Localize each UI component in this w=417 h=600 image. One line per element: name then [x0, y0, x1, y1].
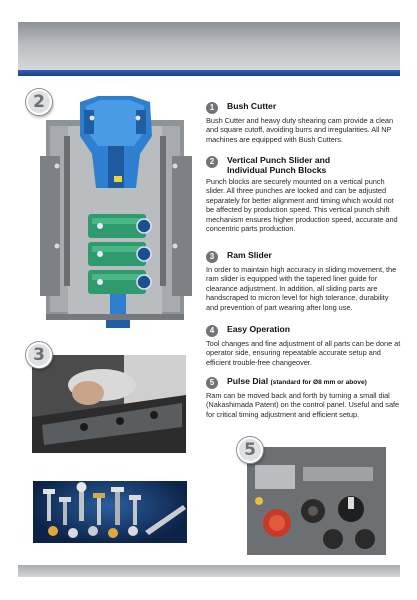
fastener-samples-art [33, 481, 187, 543]
feature-number: 5 [206, 377, 218, 389]
punch-block-illustration [40, 96, 192, 336]
feature-description: Ram can be moved back and forth by turning a small dial (Nakashimada Patent) on the control panel. Useful and safe for critical timing adjustment and efficient setup. [206, 391, 400, 419]
feature-description: Tool changes and fine adjustment of all parts can be done at operator side, ensuring repeatable accurate setup and efficient trouble-free changeover. [206, 339, 401, 367]
easy-operation-photo [32, 355, 186, 453]
feature-title-note: (standard for Ø8 mm or above) [270, 379, 367, 386]
easy-operation-photo-art [32, 355, 186, 453]
footer-band [18, 565, 400, 577]
feature-title: Bush Cutter [227, 101, 277, 111]
fastener-samples-photo [33, 481, 187, 543]
feature-bush-cutter [206, 101, 402, 144]
figure-number-badge: 5 [237, 437, 263, 463]
feature-description: Bush Cutter and heavy duty shearing cam provide a clean and square cutoff, avoiding burrs and irregularities. All NP machines are equipped with Bush Cutters. [206, 116, 394, 144]
feature-title-main: Pulse Dial [227, 376, 269, 386]
figure-number-badge: 3 [26, 342, 52, 368]
feature-number: 1 [206, 102, 218, 114]
feature-vertical-punch-slider [206, 155, 402, 233]
feature-title: Ram Slider [227, 250, 272, 260]
feature-title-line1: Vertical Punch Slider and [227, 155, 331, 165]
feature-number: 2 [206, 156, 218, 168]
feature-title [222, 376, 367, 388]
feature-number: 3 [206, 251, 218, 263]
feature-title: Easy Operation [227, 324, 291, 334]
feature-description: In order to maintain high accuracy in sliding movement, the ram slider is equipped with the tapered liner guide for clearance adjustment. In addition, all sliding parts are handscraped to micron level for high tolerance, durability and prevention of part wearing after long use. [206, 265, 397, 312]
feature-title-line2: Individual Punch Blocks [227, 165, 327, 175]
control-panel-art [247, 447, 386, 555]
feature-pulse-dial [206, 376, 402, 419]
feature-description: Punch blocks are securely mounted on a vertical punch slider. All three punches are locked and can be adjusted separately for better alignment and timing which would not be affected by production speed. This vertical punch shift mechanism ensures higher production speed, accurate and concentric parts production. [206, 177, 398, 234]
figure-number-badge: 2 [26, 89, 52, 115]
feature-title [222, 155, 330, 175]
header-band [18, 22, 400, 70]
feature-ram-slider [206, 250, 402, 312]
feature-number: 4 [206, 325, 218, 337]
header-accent-line [18, 70, 400, 76]
feature-easy-operation [206, 324, 402, 367]
pulse-dial-control-panel-photo [247, 447, 386, 555]
